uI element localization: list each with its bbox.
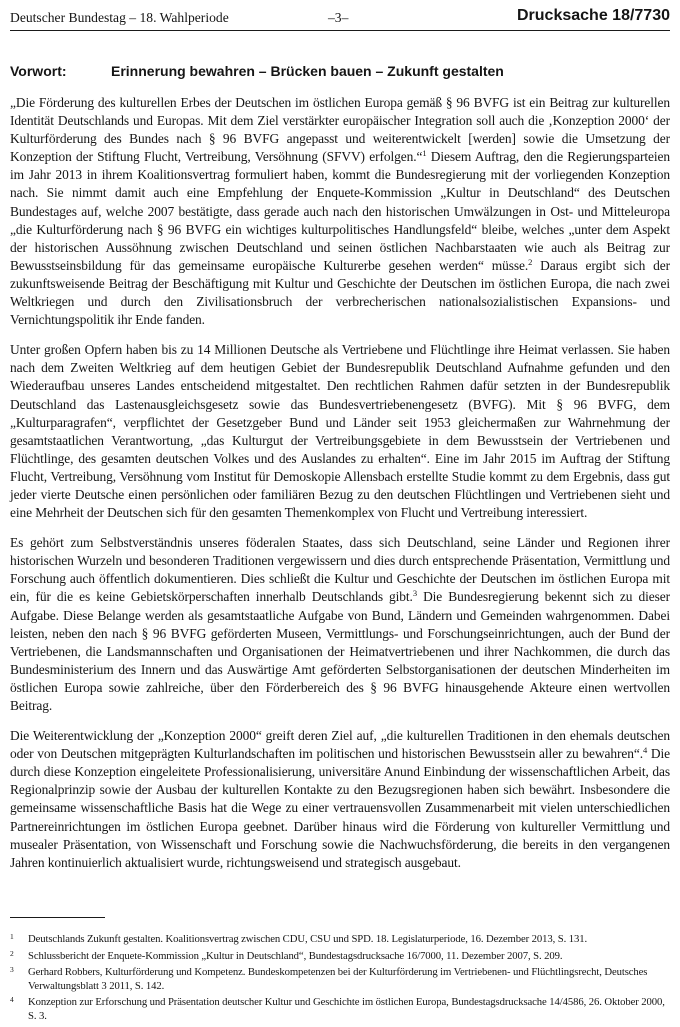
footnote-number: 3 — [10, 965, 14, 975]
heading-label: Vorwort: — [10, 63, 67, 79]
page-number: –3– — [328, 10, 349, 25]
paragraph-4-part-b: Die durch diese Konzeption eingeleitete Professionalisierung, universitäre Anund Einbindung der wissenschaftlichen Arbeit, das Regionalprinzip sowie der Ausbau der kulturellen Kontakte zu den Bezugsregionen haben sich bewährt. Insbesondere die gemeinsame wissenschaftliche Basis hat die Wege zu einer vertrauensvollen Zusammenarbeit mit vielen unterschiedlichen Partnereinrichtungen im östlichen Europa geebnet. Darüber hinaus wird die Förderung von kultureller Vermittlung und musealer Präsentation, von Wissenschaft und Forschung sowie die Nachwuchsförderung, die bereits in den vergangenen Jahren kontinuierlich aktualisiert wurde, richtungsweisend und strategisch ausgebaut. — [10, 746, 670, 870]
footnote-text: Gerhard Robbers, Kulturförderung und Kompetenz. Bundeskompetenzen bei der Kulturförderung im Vertriebenen- und Flüchtlingsrecht, Deutsches Verwaltungsblatt 3 2011, S. 142. — [28, 966, 648, 992]
paragraph-3 — [10, 534, 670, 715]
paragraph-1 — [10, 94, 670, 329]
footnote-text: Deutschlands Zukunft gestalten. Koalitionsvertrag zwischen CDU, CSU und SPD. 18. Legislaturperiode, 16. Dezember 2013, S. 131. — [28, 933, 588, 945]
heading-title: Erinnerung bewahren – Brücken bauen – Zukunft gestalten — [111, 63, 504, 79]
footnote — [10, 996, 670, 1023]
paragraph-1-part-a: „Die Förderung des kulturellen Erbes der Deutschen im östlichen Europa gemäß § 96 BVFG ist ein Beitrag zur kulturellen Identität Deutschlands und Europas. Mit dem Ziel verstärkter europäischer Integration soll auch die ‚Konzeption 2000‘ der Kulturförderung des Bundes nach § 96 BVFG angepasst und weiterentwickelt [werden] sowie die Umsetzung der Konzeption der Stiftung Flucht, Vertreibung, Versöhnung (SFVV) erfolgen.“ — [10, 95, 670, 165]
document-number: Drucksache 18/7730 — [517, 7, 670, 24]
footnote-ref-3[interactable]: 3 — [412, 588, 417, 599]
footnote-divider — [10, 917, 105, 918]
paragraph-3-part-a: Es gehört zum Selbstverständnis unseres föderalen Staates, dass sich Deutschland, seine Länder und Regionen ihrer historischen Wurzeln und besonderen Traditionen vergewissern und dies durch entsprechende Präsentation, Vermittlung und Forschung auch öffentlich dokumentieren. Dies schließt die Kultur und Geschichte der Deutschen im östlichen Europa mit ein, für die es keine Gebietskörperschaften innerhalb Deutschlands gibt. — [10, 535, 670, 605]
footnote-ref-1[interactable]: 1 — [422, 148, 427, 159]
paragraph-4 — [10, 727, 670, 872]
body-text — [10, 94, 670, 884]
footnote-number: 1 — [10, 932, 14, 941]
footnote-text: Konzeption zur Erforschung und Präsentation deutscher Kultur und Geschichte im östlichen Europa, Bundestagsdrucksache 14/4586, 26. Oktober 2000, S. 3. — [28, 996, 665, 1022]
paragraph-3-part-b: Die Bundesregierung bekennt sich zu dieser Aufgabe. Diese Belange werden als gesamtstaatliche Aufgabe von Bund, Ländern und Gemeinden wahrgenommen. Dabei leisten, neben den nach § 96 BVFG geförderten Museen, Vermittlungs- und Forschungseinrichtungen, auch der Bund der Vertriebenen, die Landsmannschaften und Organisationen der Heimatvertriebenen und ihrer Nachkommen, die durch das Bundesministerium des Innern und das Auswärtige Amt geförderten Selbstorganisationen der deutschen Minderheiten im östlichen Europa sowie zahlreiche, über den Förderbereich des § 96 BVFG hinausgehende Akteure einen wertvollen Beitrag. — [10, 589, 670, 713]
paragraph-1-part-b: Diesem Auftrag, den die Regierungsparteien im Jahr 2013 in ihrem Koalitionsvertrag formuliert haben, kommt die Bundesregierung mit der vorliegenden Konzeption nach. Sie nimmt damit auch eine Empfehlung der Enquete-Kommission „Kultur in Deutschland“ des Deutschen Bundestages auf, welche 2007 bestätigte, dass gerade auch nach den historischen Umwälzungen in Ost- und Mitteleuropa „die Kulturförderung nach § 96 BVFG ein wichtiges kulturpolitisches Handlungsfeld“ bleibe, welches „unter dem Aspekt der historischen Aussöhnung zwischen Deutschland und seinen östlichen Nachbarstaaten wie auch als Beitrag zur Bewusstseinsbildung für das gemeinsame europäische Kulturerbe gesehen werden“ müsse. — [10, 149, 670, 273]
footnote — [10, 933, 670, 947]
footnote — [10, 950, 670, 964]
paragraph-4-part-a: Die Weiterentwicklung der „Konzeption 2000“ greift deren Ziel auf, „die kulturellen Traditionen in den ehemals deutschen oder von Deutschen mitgeprägten Kulturlandschaften im politischen und historischen Bewusstsein aller zu bewahren“. — [10, 728, 670, 762]
paragraph-1-part-c: Daraus ergibt sich der zukunftsweisende Beitrag der Beschäftigung mit Kultur und Geschichte der Deutschen im östlichen Europa, die nach zwei Weltkriegen und durch den Zivilisationsbruch der verbrecherischen nationalsozialistischen Expansions- und Vernichtungspolitik ihr Ende fanden. — [10, 257, 670, 328]
page-header — [10, 4, 670, 31]
footnote — [10, 966, 670, 993]
footnote-number: 4 — [10, 995, 14, 1005]
section-heading — [10, 63, 504, 79]
footnote-ref-4[interactable]: 4 — [642, 745, 648, 756]
paragraph-2: Unter großen Opfern haben bis zu 14 Millionen Deutsche als Vertriebene und Flüchtlinge ihre Heimat verlassen. Sie haben nach dem Zweiten Weltkrieg auf dem heutigen Gebiet der Bundesrepublik Deutschland Aufnahme gefunden und den Wiederaufbau unseres Landes entscheidend mitgestaltet. Den rechtlichen Rahmen dafür setzten in der Bundesrepublik Deutschland das Lastenausgleichsgesetz sowie das Bundesvertriebenengesetz (BVFG). Mit § 96 BVFG, dem „Kulturparagrafen“, verpflichtet der Gesetzgeber Bund und Länder seit 1953 gleichermaßen zur Wahrnehmung der gesamtstaatlichen Verantwortung, „das Kulturgut der Vertreibungsgebiete in dem Bewusstsein der Vertriebenen und Flüchtlinge, des gesamten deutschen Volkes und des Auslandes zu erhalten“. Eine im Jahr 2015 im Auftrag der Stiftung Flucht, Vertreibung, Versöhnung vom Institut für Demoskopie Allensbach erstellte Studie kommt zu dem Ergebnis, dass gut jeder vierte Deutsche einen persönlichen oder familiären Bezug zu den deutschen Flüchtlingen und Vertriebenen sieht und eine Mehrheit der Deutschen sich für den gesamten Themenkomplex von Flucht und Vertreibung interessiert. — [10, 342, 670, 521]
footnotes — [10, 933, 670, 1027]
footnote-number: 2 — [10, 948, 14, 958]
footnote-text: Schlussbericht der Enquete-Kommission „Kultur in Deutschland“, Bundestagsdrucksache 16/7000, 11. Dezember 2007, S. 209. — [28, 949, 563, 962]
footnote-ref-2[interactable]: 2 — [528, 256, 533, 267]
header-parliament: Deutscher Bundestag – 18. Wahlperiode — [10, 10, 229, 25]
